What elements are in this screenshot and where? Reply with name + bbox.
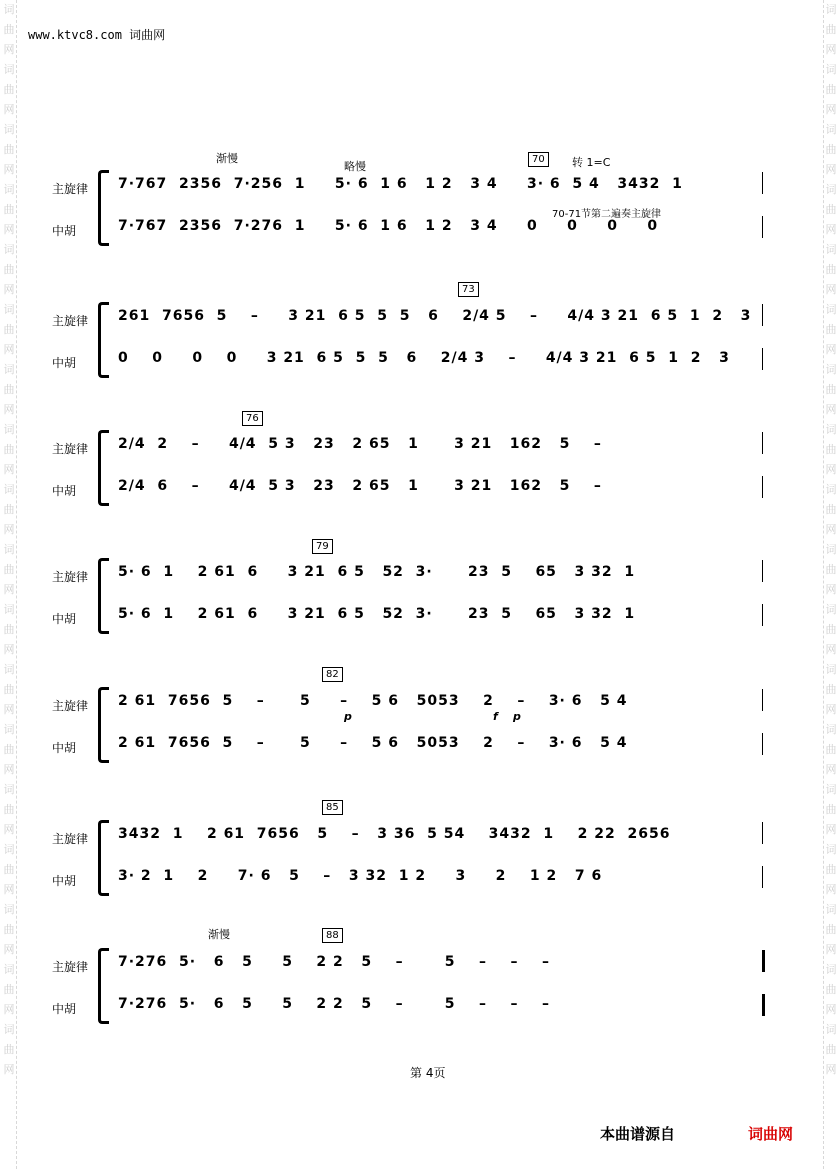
barline xyxy=(762,604,763,626)
erhu-line: 7·276 5· 6 5 5 2 2 5 – 5 – – – xyxy=(118,996,550,1012)
melody-line: 7·767 2356 7·256 1 5· 6 1 6 1 2 3 4 3· 6 5 4 3432 1 xyxy=(118,176,683,192)
tempo-marking: 渐慢 xyxy=(216,152,238,165)
dynamic-f: f xyxy=(493,710,498,723)
erhu-line: 5· 6 1 2 61 6 3 21 6 5 52 3· 23 5 65 3 32 1 xyxy=(118,606,636,622)
melody-line: 7·276 5· 6 5 5 2 2 5 – 5 – – – xyxy=(118,954,550,970)
part-label-erhu: 中胡 xyxy=(52,356,77,370)
tempo-marking: 渐慢 xyxy=(208,928,230,941)
system-brace xyxy=(98,430,109,506)
score-system xyxy=(50,168,770,258)
score-system xyxy=(50,818,770,908)
system-brace xyxy=(98,558,109,634)
rehearsal-mark: 76 xyxy=(242,411,263,426)
barline xyxy=(762,733,763,755)
barline xyxy=(762,172,763,194)
erhu-line: 2/4 6 – 4/4 5 3 23 2 65 1 3 21 162 5 – xyxy=(118,478,602,494)
system-brace xyxy=(98,170,109,246)
part-label-erhu: 中胡 xyxy=(52,612,77,626)
system-brace xyxy=(98,820,109,896)
dynamic-p: p xyxy=(513,710,521,723)
part-label-melody: 主旋律 xyxy=(52,699,89,713)
watermark-right: 词曲网词曲网词曲网词曲网词曲网词曲网词曲网词曲网词曲网词曲网词曲网词曲网词曲网词曲网词曲网词曲网词曲网词曲网 xyxy=(823,0,838,1169)
part-label-melody: 主旋律 xyxy=(52,832,89,846)
barline xyxy=(762,950,765,972)
barline xyxy=(762,866,763,888)
part-label-melody: 主旋律 xyxy=(52,182,89,196)
rehearsal-mark: 79 xyxy=(312,539,333,554)
barline xyxy=(762,304,763,326)
score-system xyxy=(50,428,770,518)
site-url[interactable]: www.ktvc8.com 词曲网 xyxy=(28,28,166,42)
part-label-erhu: 中胡 xyxy=(52,741,77,755)
tempo-marking: 略慢 xyxy=(344,160,366,173)
part-label-melody: 主旋律 xyxy=(52,960,89,974)
rehearsal-mark: 73 xyxy=(458,282,479,297)
barline xyxy=(762,822,763,844)
melody-line: 2 61 7656 5 – 5 – 5 6 5053 2 – 3· 6 5 4 xyxy=(118,693,628,709)
barline xyxy=(762,994,765,1016)
rehearsal-mark: 82 xyxy=(322,667,343,682)
page-number: 第 4页 xyxy=(410,1066,446,1080)
melody-line: 261 7656 5 – 3 21 6 5 5 5 6 2/4 5 – 4/4 3 21 6 5 1 2 3 xyxy=(118,308,752,324)
barline xyxy=(762,476,763,498)
score-system xyxy=(50,685,770,775)
system-brace xyxy=(98,948,109,1024)
melody-line: 2/4 2 – 4/4 5 3 23 2 65 1 3 21 162 5 – xyxy=(118,436,602,452)
dynamic-p: p xyxy=(344,710,352,723)
erhu-line: 0 0 0 0 3 21 6 5 5 5 6 2/4 3 – 4/4 3 21 6 5 1 2 3 xyxy=(118,350,730,366)
system-brace xyxy=(98,302,109,378)
barline xyxy=(762,216,763,238)
erhu-line: 3· 2 1 2 7· 6 5 – 3 32 1 2 3 2 1 2 7 6 xyxy=(118,868,603,884)
key-change: 转 1=C xyxy=(572,156,611,169)
part-label-melody: 主旋律 xyxy=(52,442,89,456)
barline xyxy=(762,560,763,582)
melody-line: 5· 6 1 2 61 6 3 21 6 5 52 3· 23 5 65 3 32 1 xyxy=(118,564,636,580)
part-label-erhu: 中胡 xyxy=(52,874,77,888)
score-system xyxy=(50,556,770,646)
score-system xyxy=(50,946,770,1036)
source-label: 本曲谱源自 xyxy=(600,1125,676,1143)
barline xyxy=(762,432,763,454)
erhu-line: 2 61 7656 5 – 5 – 5 6 5053 2 – 3· 6 5 4 xyxy=(118,735,628,751)
part-label-erhu: 中胡 xyxy=(52,484,77,498)
performance-note: 70-71节第二遍奏主旋律 xyxy=(552,209,662,220)
melody-line: 3432 1 2 61 7656 5 – 3 36 5 54 3432 1 2 22 2656 xyxy=(118,826,671,842)
part-label-erhu: 中胡 xyxy=(52,224,77,238)
part-label-melody: 主旋律 xyxy=(52,570,89,584)
barline xyxy=(762,689,763,711)
erhu-line: 7·767 2356 7·276 1 5· 6 1 6 1 2 3 4 0 0 0 0 xyxy=(118,218,659,234)
score-system xyxy=(50,300,770,390)
site-logo[interactable]: 词曲网 xyxy=(748,1125,794,1143)
barline xyxy=(762,348,763,370)
part-label-erhu: 中胡 xyxy=(52,1002,77,1016)
rehearsal-mark: 70 xyxy=(528,152,549,167)
watermark-left: 词曲网词曲网词曲网词曲网词曲网词曲网词曲网词曲网词曲网词曲网词曲网词曲网词曲网词曲网词曲网词曲网词曲网词曲网 xyxy=(2,0,17,1169)
part-label-melody: 主旋律 xyxy=(52,314,89,328)
rehearsal-mark: 88 xyxy=(322,928,343,943)
system-brace xyxy=(98,687,109,763)
rehearsal-mark: 85 xyxy=(322,800,343,815)
